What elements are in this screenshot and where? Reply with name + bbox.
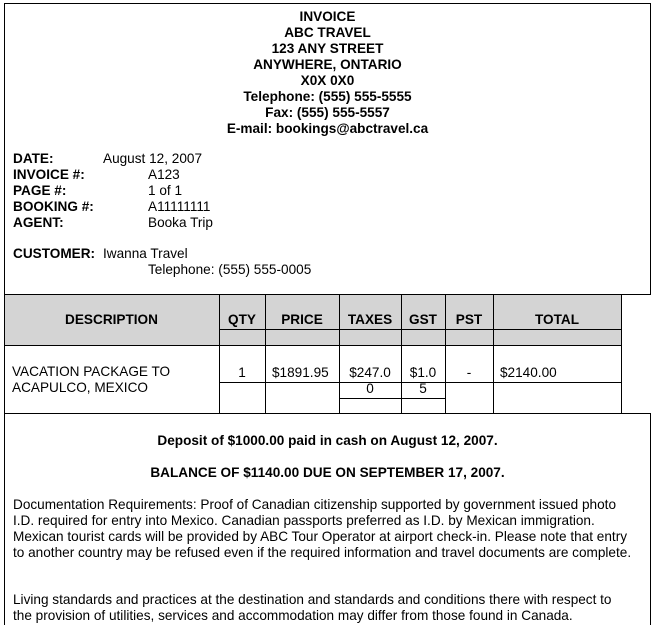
date-value: August 12, 2007	[103, 151, 203, 166]
col-header-qty: QTY	[228, 312, 256, 327]
item-price: $1891.95	[272, 365, 329, 380]
customer-name: Iwanna Travel	[103, 246, 188, 261]
item-taxes-line1: $247.0	[349, 365, 391, 380]
item-total: $2140.00	[500, 365, 557, 380]
invoice-header-box	[4, 3, 651, 295]
page-number-value: 1 of 1	[148, 183, 183, 198]
item-pst: -	[466, 365, 472, 380]
company-email: E-mail: bookings@abctravel.ca	[226, 121, 429, 136]
invoice-title: INVOICE	[299, 9, 356, 24]
booking-number-label: BOOKING #:	[13, 199, 94, 214]
company-name: ABC TRAVEL	[284, 25, 371, 40]
col-header-taxes: TAXES	[347, 312, 393, 327]
item-description-line2: ACAPULCO, MEXICO	[12, 380, 148, 395]
item-taxes-line2: 0	[366, 381, 374, 396]
invoice-number-value: A123	[148, 167, 180, 182]
col-header-description: DESCRIPTION	[65, 312, 158, 327]
company-street: 123 ANY STREET	[271, 41, 384, 56]
booking-number-value: A11111111	[148, 199, 211, 214]
invoice-footer-box	[4, 413, 651, 625]
date-label: DATE:	[13, 151, 54, 166]
page-number-label: PAGE #:	[13, 183, 67, 198]
customer-label: CUSTOMER:	[13, 246, 96, 261]
deposit-note: Deposit of $1000.00 paid in cash on August 12, 2007.	[157, 433, 498, 448]
item-gst-line2: 5	[419, 381, 427, 396]
living-standards-note: Living standards and practices at the destination and standards and conditions there with respect to the provision of utilities, services and accommodation may differ from those found in Canada.	[13, 592, 612, 623]
company-postal: X0X 0X0	[300, 73, 355, 88]
company-city: ANYWHERE, ONTARIO	[253, 57, 402, 72]
col-header-price: PRICE	[281, 312, 323, 327]
item-gst-line1: $1.0	[409, 365, 437, 380]
agent-label: AGENT:	[13, 215, 64, 230]
item-description-line1: VACATION PACKAGE TO	[12, 364, 171, 379]
balance-due: BALANCE OF $1140.00 DUE ON SEPTEMBER 17, 2007.	[150, 465, 505, 480]
invoice-number-label: INVOICE #:	[13, 167, 85, 182]
col-header-pst: PST	[455, 312, 483, 327]
company-fax: Fax: (555) 555-5557	[265, 105, 390, 120]
line-items-table	[4, 294, 622, 414]
customer-telephone: Telephone: (555) 555-0005	[148, 262, 312, 277]
company-telephone: Telephone: (555) 555-5555	[243, 89, 412, 104]
item-qty: 1	[238, 365, 246, 380]
agent-value: Booka Trip	[148, 215, 213, 230]
col-header-total: TOTAL	[534, 312, 580, 327]
documentation-requirements: Documentation Requirements: Proof of Canadian citizenship supported by government issued photo I.D. required for entry into Mexico. Canadian passports preferred as I.D. by Mexican immigration. Mexican tourist cards will be provided by ABC Tour Operator at airport check-in. Please note that entry to another country may be refused even if the required information and travel documents are complete.	[13, 497, 632, 560]
col-header-gst: GST	[409, 312, 437, 327]
